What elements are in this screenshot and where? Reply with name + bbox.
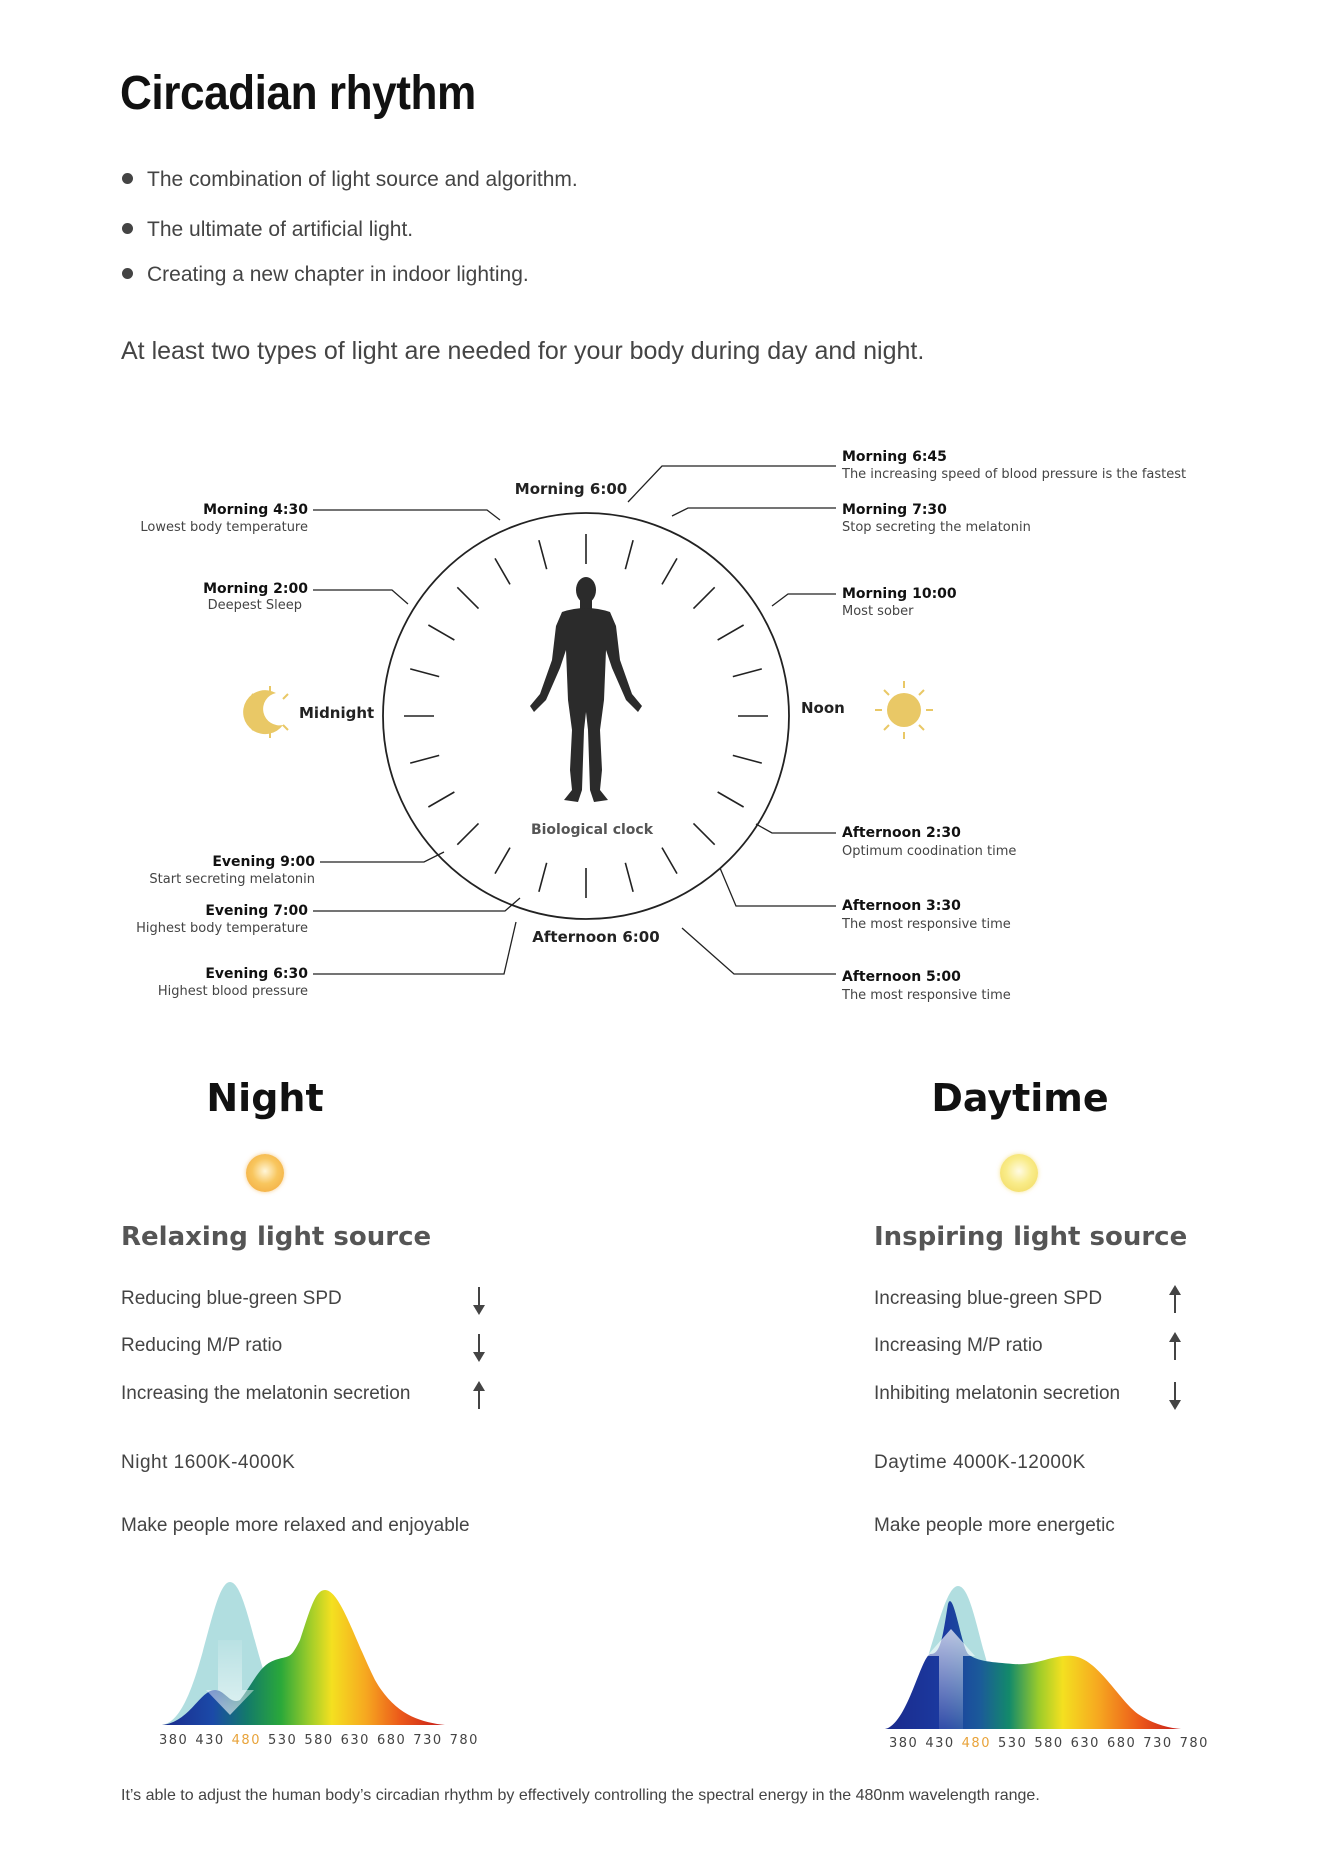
event-desc: Stop secreting the melatonin	[842, 520, 1031, 535]
day-title: Daytime	[931, 1076, 1109, 1120]
left-events	[136, 502, 315, 999]
bullet-item	[122, 218, 413, 242]
event-time: Afternoon 3:30	[842, 898, 961, 914]
leader-line	[313, 898, 520, 911]
axis-tick: 380	[889, 1736, 919, 1751]
day-spectrum-chart	[883, 1584, 1183, 1734]
axis-tick: 730	[1143, 1736, 1173, 1751]
day-wavelength-axis	[889, 1736, 1216, 1751]
axis-tick: 430	[925, 1736, 955, 1751]
clock-tick	[495, 558, 510, 584]
night-feature: Reducing blue-green SPD	[121, 1288, 342, 1309]
event-time: Evening 9:00	[212, 854, 315, 870]
bullet-dot-icon	[122, 268, 133, 279]
day-subtitle: Inspiring light source	[874, 1222, 1188, 1252]
clock-tick	[693, 823, 714, 844]
anchor-bottom-label: Afternoon 6:00	[532, 928, 660, 946]
event-desc: The most responsive time	[842, 917, 1011, 932]
axis-tick: 680	[376, 1733, 407, 1748]
clock-circle	[383, 513, 789, 919]
axis-tick-highlight: 480	[231, 1733, 261, 1748]
leader-line	[756, 824, 836, 833]
leader-line	[772, 594, 836, 606]
axis-tick: 780	[1179, 1736, 1209, 1751]
clock-tick	[457, 587, 478, 608]
event-desc: Optimum coodination time	[842, 844, 1017, 859]
day-range: Daytime 4000K-12000K	[874, 1452, 1086, 1473]
arrow-up-icon	[1168, 1331, 1182, 1361]
clock-tick	[428, 625, 454, 640]
night-feature: Increasing the melatonin secretion	[121, 1383, 411, 1404]
event-time: Morning 2:00	[203, 581, 308, 597]
bullet-dot-icon	[122, 223, 133, 234]
event-time: Evening 7:00	[205, 903, 308, 919]
night-effect: Make people more relaxed and enjoyable	[121, 1515, 470, 1536]
clock-tick	[428, 792, 454, 807]
night-spectrum-chart	[160, 1580, 450, 1730]
clock-tick	[495, 848, 510, 874]
leader-line	[313, 922, 516, 974]
event-time: Evening 6:30	[205, 966, 308, 982]
event-time: Morning 4:30	[203, 502, 308, 518]
day-feature: Increasing M/P ratio	[874, 1335, 1043, 1356]
arrow-up-icon	[472, 1380, 486, 1410]
axis-tick: 380	[159, 1733, 189, 1748]
clock-tick	[718, 625, 744, 640]
night-title: Night	[206, 1076, 324, 1120]
clock-tick	[457, 823, 478, 844]
clock-tick	[718, 792, 744, 807]
clock-tick	[662, 848, 677, 874]
axis-tick: 630	[1070, 1736, 1100, 1751]
clock-tick	[539, 863, 547, 892]
human-body-icon	[530, 577, 642, 802]
anchor-left-label: Midnight	[299, 704, 375, 722]
axis-tick: 680	[1106, 1736, 1137, 1751]
bullet-text: Creating a new chapter in indoor lighting.	[147, 263, 529, 286]
event-time: Afternoon 5:00	[842, 969, 961, 985]
event-time: Morning 6:45	[842, 449, 947, 465]
event-desc: Start secreting melatonin	[149, 872, 315, 887]
arrow-up-icon	[1168, 1284, 1182, 1314]
axis-tick: 430	[195, 1733, 225, 1748]
event-time: Morning 7:30	[842, 502, 947, 518]
clock-tick	[625, 540, 633, 569]
page-title: Circadian rhythm	[120, 67, 476, 120]
clock-tick	[733, 755, 762, 763]
axis-tick: 730	[413, 1733, 443, 1748]
axis-tick: 530	[997, 1736, 1028, 1751]
arrow-down-icon	[472, 1286, 486, 1316]
axis-tick: 580	[1034, 1736, 1064, 1751]
anchor-right-label: Noon	[801, 699, 845, 717]
clock-tick	[662, 558, 677, 584]
day-feature: Increasing blue-green SPD	[874, 1288, 1103, 1309]
leader-line	[672, 508, 836, 516]
clock-tick	[410, 669, 439, 677]
night-light-orb-icon	[246, 1154, 284, 1192]
intro-text: At least two types of light are needed for your body during day and night.	[121, 337, 925, 365]
clock-tick	[539, 540, 547, 569]
clock-tick	[625, 863, 633, 892]
leader-line	[313, 590, 408, 604]
night-range: Night 1600K-4000K	[121, 1452, 296, 1473]
axis-tick: 530	[267, 1733, 298, 1748]
day-effect: Make people more energetic	[874, 1515, 1115, 1536]
anchor-top-label: Morning 6:00	[514, 480, 628, 498]
event-desc: The increasing speed of blood pressure is the fastest	[842, 467, 1187, 482]
event-time: Morning 10:00	[842, 586, 957, 602]
event-desc: Deepest Sleep	[207, 598, 302, 613]
sun-icon	[875, 681, 933, 739]
arrow-down-icon	[1168, 1381, 1182, 1411]
event-desc: Most sober	[842, 604, 914, 619]
bullet-item	[122, 168, 578, 192]
night-feature: Reducing M/P ratio	[121, 1335, 283, 1356]
event-desc: Highest body temperature	[136, 921, 308, 936]
clock-tick	[733, 669, 762, 677]
biological-clock-diagram	[0, 430, 1323, 1010]
night-subtitle: Relaxing light source	[121, 1222, 432, 1252]
leader-line	[720, 868, 836, 906]
night-wavelength-axis	[159, 1733, 486, 1748]
axis-tick: 630	[340, 1733, 370, 1748]
bullet-item	[122, 263, 529, 287]
bullet-text: The ultimate of artificial light.	[147, 218, 414, 241]
leader-line	[682, 928, 836, 974]
arrow-down-icon	[472, 1333, 486, 1363]
event-desc: The most responsive time	[842, 988, 1011, 1003]
axis-tick: 780	[449, 1733, 479, 1748]
bullet-dot-icon	[122, 173, 133, 184]
leader-line	[320, 852, 444, 862]
footnote: It’s able to adjust the human body’s circadian rhythm by effectively controlling the spectral energy in the 480nm wavelength range.	[121, 1787, 1040, 1804]
center-label: Biological clock	[530, 822, 654, 838]
spectrum-curve	[885, 1601, 1181, 1729]
clock-tick	[693, 587, 714, 608]
axis-tick: 580	[304, 1733, 334, 1748]
moon-sun-icon	[243, 686, 288, 738]
right-events	[841, 449, 1186, 1003]
day-light-orb-icon	[1000, 1154, 1038, 1192]
axis-tick-highlight: 480	[961, 1736, 991, 1751]
event-desc: Highest blood pressure	[157, 984, 308, 999]
event-desc: Lowest body temperature	[140, 520, 308, 535]
clock-tick	[410, 755, 439, 763]
leader-line	[628, 466, 836, 502]
event-time: Afternoon 2:30	[842, 825, 961, 841]
day-feature: Inhibiting melatonin secretion	[874, 1383, 1121, 1404]
bullet-text: The combination of light source and algorithm.	[147, 168, 578, 191]
leader-line	[313, 510, 500, 520]
